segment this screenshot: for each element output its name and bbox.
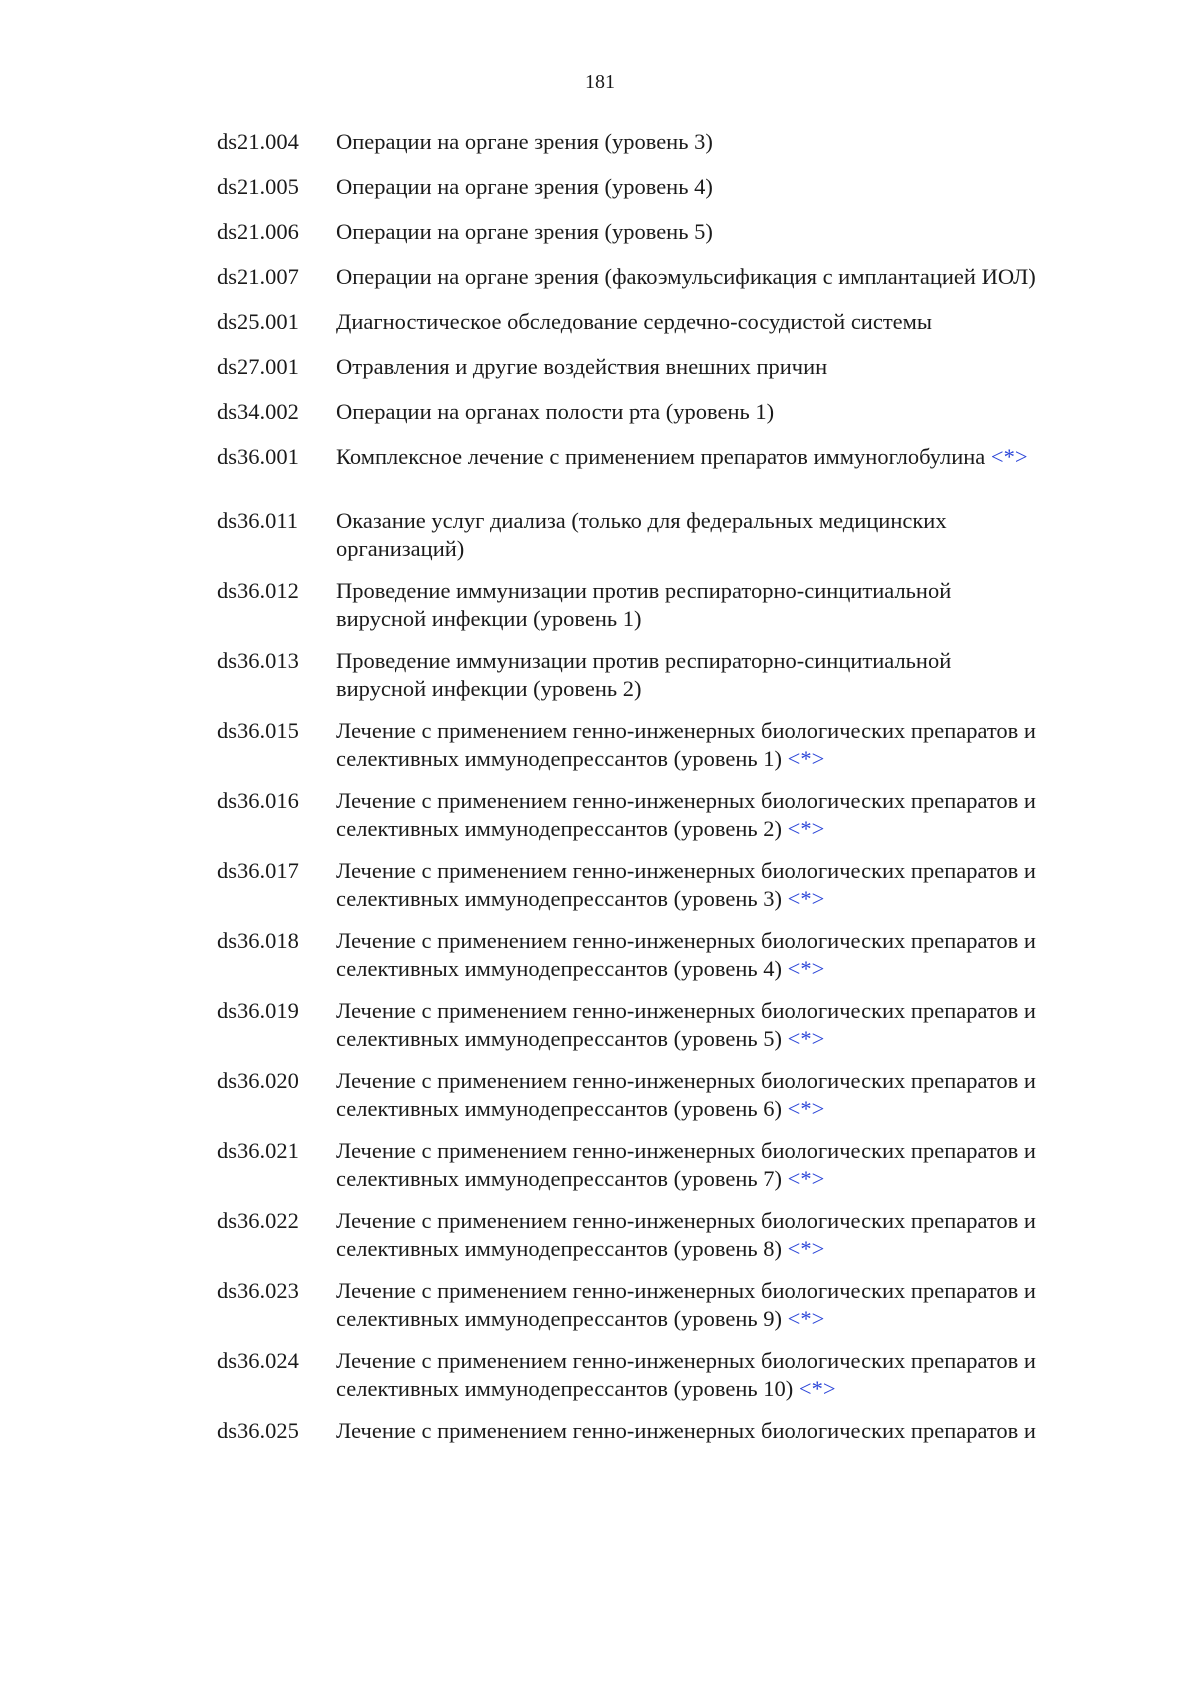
description-text: Лечение с применением генно-инженерных биологических препаратов и (336, 1418, 1036, 1443)
list-item (0, 1417, 1200, 1445)
description-line (336, 1417, 1099, 1445)
description-text: селективных иммунодепрессантов (уровень 2) (336, 816, 783, 841)
entry-code: ds27.001 (217, 354, 299, 379)
description-text: Лечение с применением генно-инженерных биологических препаратов и (336, 718, 1036, 743)
entry-code: ds34.002 (217, 399, 299, 424)
description-line (336, 955, 1099, 983)
description-line (336, 605, 1099, 633)
entry-code: ds36.012 (217, 578, 299, 603)
description-line (336, 1277, 1099, 1305)
entry-description (336, 398, 1099, 426)
footnote-ref-link[interactable]: <*> (990, 444, 1028, 469)
description-line (336, 647, 1099, 675)
description-line (336, 128, 1099, 156)
footnote-ref-link[interactable]: <*> (787, 1306, 825, 1331)
list-item (0, 353, 1200, 381)
footnote-ref-link[interactable]: <*> (787, 1236, 825, 1261)
description-text: организаций) (336, 536, 465, 561)
description-line (336, 927, 1099, 955)
description-line (336, 443, 1099, 471)
description-text: селективных иммунодепрессантов (уровень 5) (336, 1026, 783, 1051)
footnote-ref-link[interactable]: <*> (787, 1096, 825, 1121)
entry-description (336, 128, 1099, 156)
list-item (0, 1277, 1200, 1333)
description-text: селективных иммунодепрессантов (уровень 8) (336, 1236, 783, 1261)
list-item (0, 997, 1200, 1053)
footnote-ref-link[interactable]: <*> (798, 1376, 836, 1401)
entry-description (336, 308, 1099, 336)
description-text: Лечение с применением генно-инженерных биологических препаратов и (336, 1068, 1036, 1093)
description-line (336, 885, 1099, 913)
list-item (0, 927, 1200, 983)
description-text: Лечение с применением генно-инженерных биологических препаратов и (336, 928, 1036, 953)
list-item (0, 787, 1200, 843)
entry-description (336, 577, 1099, 633)
entry-code: ds36.017 (217, 858, 299, 883)
entry-description (336, 647, 1099, 703)
description-text: селективных иммунодепрессантов (уровень 1) (336, 746, 783, 771)
description-text: Операции на органе зрения (факоэмульсификация с имплантацией ИОЛ) (336, 264, 1036, 289)
entry-description (336, 443, 1099, 471)
list-item (0, 1207, 1200, 1263)
description-line (336, 1137, 1099, 1165)
entry-code: ds21.007 (217, 264, 299, 289)
list-item (0, 263, 1200, 291)
entry-code: ds21.004 (217, 129, 299, 154)
description-line (336, 787, 1099, 815)
list-item (0, 507, 1200, 563)
description-line (336, 1375, 1099, 1403)
list-item (0, 1067, 1200, 1123)
entry-code: ds36.023 (217, 1278, 299, 1303)
footnote-ref-link[interactable]: <*> (787, 746, 825, 771)
entry-description (336, 1137, 1099, 1193)
description-text: Диагностическое обследование сердечно-сосудистой системы (336, 309, 933, 334)
description-text: селективных иммунодепрессантов (уровень 4) (336, 956, 783, 981)
description-line (336, 1305, 1099, 1333)
entry-description (336, 1417, 1099, 1445)
description-text: селективных иммунодепрессантов (уровень 3) (336, 886, 783, 911)
list-item (0, 398, 1200, 426)
list-item (0, 577, 1200, 633)
entry-description (336, 263, 1099, 291)
description-text: Операции на органе зрения (уровень 3) (336, 129, 713, 154)
entry-description (336, 353, 1099, 381)
entry-description (336, 1207, 1099, 1263)
description-text: Проведение иммунизации против респираторно-синцитиальной (336, 578, 952, 603)
description-text: Лечение с применением генно-инженерных биологических препаратов и (336, 858, 1036, 883)
entry-code: ds25.001 (217, 309, 299, 334)
entry-description (336, 218, 1099, 246)
list-item (0, 308, 1200, 336)
entry-code: ds21.005 (217, 174, 299, 199)
entry-code: ds36.018 (217, 928, 299, 953)
entry-code: ds36.025 (217, 1418, 299, 1443)
description-text: Отравления и другие воздействия внешних причин (336, 354, 828, 379)
entry-code: ds36.020 (217, 1068, 299, 1093)
entry-code: ds36.013 (217, 648, 299, 673)
footnote-ref-link[interactable]: <*> (787, 956, 825, 981)
entry-code: ds36.001 (217, 444, 299, 469)
description-text: Лечение с применением генно-инженерных биологических препаратов и (336, 998, 1036, 1023)
description-line (336, 815, 1099, 843)
list-item (0, 647, 1200, 703)
entry-description (336, 507, 1099, 563)
description-text: Лечение с применением генно-инженерных биологических препаратов и (336, 1208, 1036, 1233)
list-item (0, 218, 1200, 246)
description-line (336, 173, 1099, 201)
entry-description (336, 787, 1099, 843)
footnote-ref-link[interactable]: <*> (787, 1166, 825, 1191)
description-line (336, 535, 1099, 563)
description-text: селективных иммунодепрессантов (уровень 7) (336, 1166, 783, 1191)
description-line (336, 717, 1099, 745)
entry-code: ds36.021 (217, 1138, 299, 1163)
list-item (0, 1347, 1200, 1403)
description-text: Комплексное лечение с применением препаратов иммуноглобулина (336, 444, 986, 469)
description-line (336, 1347, 1099, 1375)
description-text: Операции на органе зрения (уровень 4) (336, 174, 713, 199)
entry-description (336, 1347, 1099, 1403)
list-item (0, 857, 1200, 913)
description-line (336, 263, 1099, 291)
description-line (336, 745, 1099, 773)
description-line (336, 1025, 1099, 1053)
footnote-ref-link[interactable]: <*> (787, 816, 825, 841)
description-line (336, 218, 1099, 246)
description-text: Оказание услуг диализа (только для федеральных медицинских (336, 508, 947, 533)
description-text: Проведение иммунизации против респираторно-синцитиальной (336, 648, 952, 673)
description-line (336, 308, 1099, 336)
entry-description (336, 997, 1099, 1053)
entry-code: ds36.016 (217, 788, 299, 813)
description-line (336, 675, 1099, 703)
entry-description (336, 1277, 1099, 1333)
entry-code: ds36.019 (217, 998, 299, 1023)
code-list (0, 128, 1200, 1445)
description-line (336, 577, 1099, 605)
entry-description (336, 927, 1099, 983)
description-line (336, 1207, 1099, 1235)
description-line (336, 353, 1099, 381)
description-text: селективных иммунодепрессантов (уровень 6) (336, 1096, 783, 1121)
description-text: вирусной инфекции (уровень 2) (336, 676, 642, 701)
description-text: вирусной инфекции (уровень 1) (336, 606, 642, 631)
entry-description (336, 717, 1099, 773)
description-text: селективных иммунодепрессантов (уровень 10) (336, 1376, 794, 1401)
description-text: Лечение с применением генно-инженерных биологических препаратов и (336, 1138, 1036, 1163)
description-line (336, 398, 1099, 426)
entry-code: ds36.015 (217, 718, 299, 743)
list-item (0, 1137, 1200, 1193)
footnote-ref-link[interactable]: <*> (787, 886, 825, 911)
entry-code: ds36.011 (217, 508, 299, 533)
description-line (336, 1067, 1099, 1095)
list-item (0, 173, 1200, 201)
description-line (336, 997, 1099, 1025)
list-item (0, 717, 1200, 773)
description-text: Лечение с применением генно-инженерных биологических препаратов и (336, 1278, 1036, 1303)
entry-code: ds36.022 (217, 1208, 299, 1233)
description-text: Лечение с применением генно-инженерных биологических препаратов и (336, 788, 1036, 813)
footnote-ref-link[interactable]: <*> (787, 1026, 825, 1051)
description-line (336, 1235, 1099, 1263)
description-line (336, 1165, 1099, 1193)
description-text: Операции на органе зрения (уровень 5) (336, 219, 713, 244)
description-line (336, 857, 1099, 885)
description-line (336, 507, 1099, 535)
entry-code: ds21.006 (217, 219, 299, 244)
list-item (0, 443, 1200, 471)
description-text: Операции на органах полости рта (уровень 1) (336, 399, 775, 424)
entry-description (336, 173, 1099, 201)
description-line (336, 1095, 1099, 1123)
entry-description (336, 857, 1099, 913)
description-text: селективных иммунодепрессантов (уровень 9) (336, 1306, 783, 1331)
entry-code: ds36.024 (217, 1348, 299, 1373)
entry-description (336, 1067, 1099, 1123)
list-item (0, 128, 1200, 156)
description-text: Лечение с применением генно-инженерных биологических препаратов и (336, 1348, 1036, 1373)
page-number: 181 (585, 71, 615, 93)
